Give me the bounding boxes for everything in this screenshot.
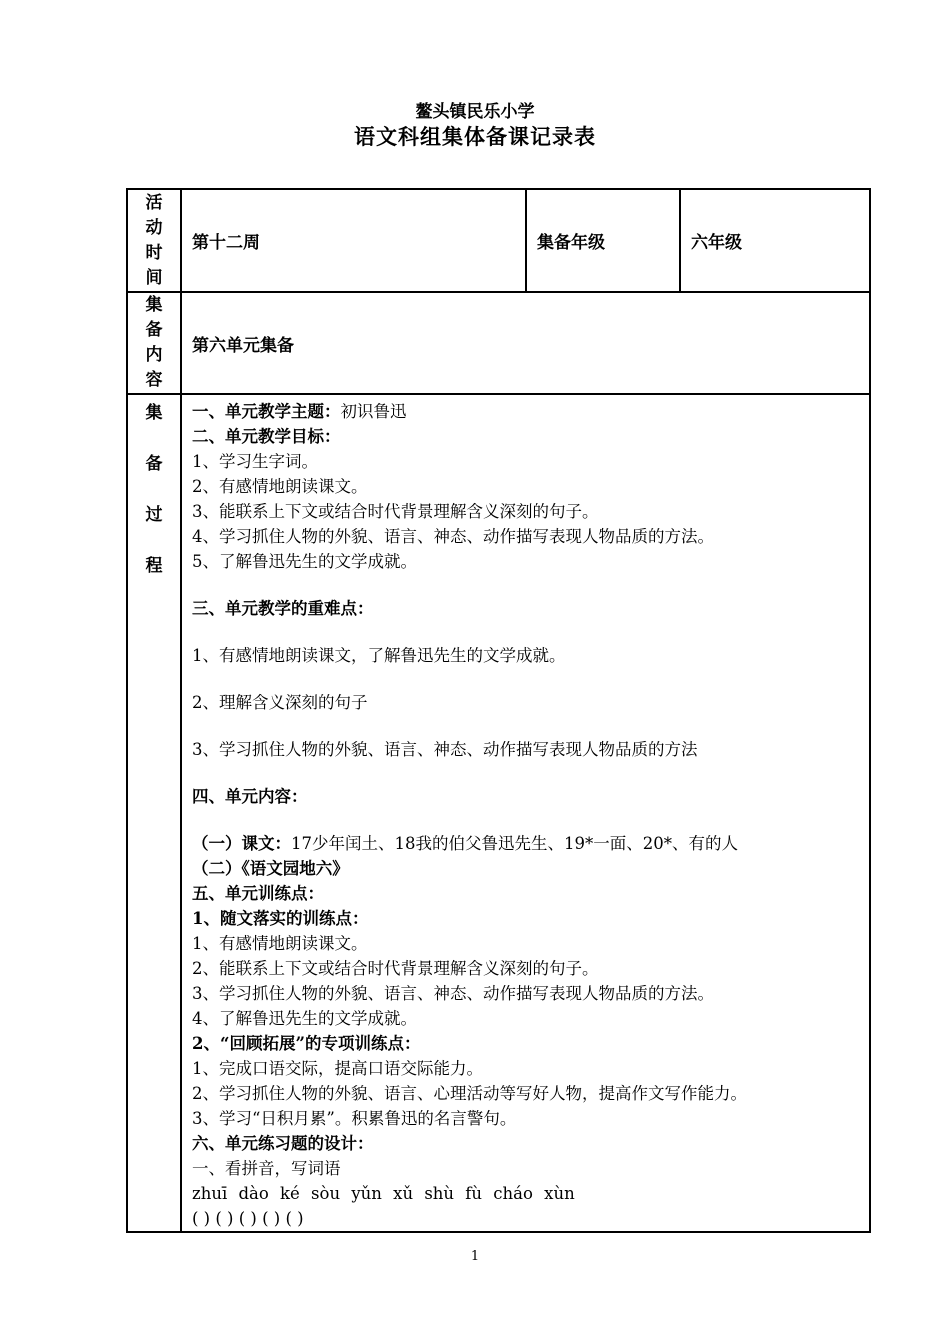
lesson-record-table xyxy=(126,188,871,1233)
process-line-text: 2、理解含义深刻的句子 xyxy=(192,693,368,712)
process-line xyxy=(192,881,869,906)
process-line-text: 四、单元内容： xyxy=(192,787,308,806)
process-line xyxy=(192,1006,869,1031)
label-char: 间 xyxy=(145,267,163,288)
process-line-text: 1、随文落实的训练点： xyxy=(192,909,369,928)
process-line-text: 六、单元练习题的设计： xyxy=(192,1134,374,1153)
process-line xyxy=(192,784,869,809)
activity-time-label xyxy=(127,189,181,292)
process-line-text: 1、学习生字词。 xyxy=(192,452,318,471)
process-line-text: 1、有感情地朗读课文。 xyxy=(192,934,368,953)
process-line-text: 二、单元教学目标： xyxy=(192,427,341,446)
process-line xyxy=(192,1156,869,1181)
process-line xyxy=(192,931,869,956)
process-line xyxy=(192,1106,869,1131)
process-line-text: 3、学习抓住人物的外貌、语言、神态、动作描写表现人物品质的方法。 xyxy=(192,984,714,1003)
process-content xyxy=(181,394,870,1232)
label-char: 活 xyxy=(145,192,163,213)
process-line-text: 2、“回顾拓展”的专项训练点： xyxy=(192,1034,421,1053)
process-line xyxy=(192,449,869,474)
process-line-text: 2、能联系上下文或结合时代背景理解含义深刻的句子。 xyxy=(192,959,599,978)
document-title: 语文科组集体备课记录表 xyxy=(354,124,596,149)
process-line-text: 1、完成口语交际，提高口语交际能力。 xyxy=(192,1059,483,1078)
activity-time-value: 第十二周 xyxy=(181,189,526,292)
blank-line xyxy=(192,574,869,596)
process-line-text: 1、有感情地朗读课文，了解鲁迅先生的文学成就。 xyxy=(192,646,566,665)
label-char: 容 xyxy=(145,370,163,390)
process-line-text: 5、了解鲁迅先生的文学成就。 xyxy=(192,552,417,571)
process-line-text: 3、学习“日积月累”。积累鲁迅的名言警句。 xyxy=(192,1109,517,1128)
process-line xyxy=(192,474,869,499)
process-line xyxy=(192,1031,869,1056)
process-line xyxy=(192,643,869,668)
blank-line xyxy=(192,668,869,690)
process-line xyxy=(192,1056,869,1081)
process-line xyxy=(192,549,869,574)
process-line-detail: 17少年闰土、18我的伯父鲁迅先生、19*一面、20*、有的人 xyxy=(291,834,738,853)
label-char: 集 xyxy=(145,403,163,423)
process-line xyxy=(192,1131,869,1156)
process-line-text: （二）《语文园地六》 xyxy=(192,859,349,878)
process-line-text: 2、学习抓住人物的外貌、语言、心理活动等写好人物，提高作文写作能力。 xyxy=(192,1084,747,1103)
process-line-text: 4、了解鲁迅先生的文学成就。 xyxy=(192,1009,417,1028)
process-line-detail: 初识鲁迅 xyxy=(340,402,407,421)
process-line xyxy=(192,596,869,621)
process-line xyxy=(192,981,869,1006)
grade-value: 六年级 xyxy=(680,189,870,292)
process-line-text: 五、单元训练点： xyxy=(192,884,324,903)
process-line-text: 一、单元教学主题： xyxy=(192,402,341,421)
process-line xyxy=(192,1206,869,1231)
content-label xyxy=(127,292,181,394)
process-line-text: 一、看拼音，写词语 xyxy=(192,1159,341,1178)
process-line xyxy=(192,856,869,881)
blank-line xyxy=(192,715,869,737)
label-char: 过 xyxy=(145,505,163,525)
process-line-text: 2、有感情地朗读课文。 xyxy=(192,477,368,496)
process-line-text: zhuī dào ké sòu yǔn xǔ shù fù cháo xùn xyxy=(192,1184,575,1203)
label-char: 备 xyxy=(145,320,163,340)
label-char: 备 xyxy=(145,454,163,474)
label-char: 集 xyxy=(145,295,163,315)
activity-time-row xyxy=(127,189,870,292)
process-row xyxy=(127,394,870,1232)
process-line xyxy=(192,956,869,981)
page-number: 1 xyxy=(470,1249,480,1264)
process-line xyxy=(192,690,869,715)
process-line xyxy=(192,906,869,931)
process-line-text: 3、学习抓住人物的外貌、语言、神态、动作描写表现人物品质的方法 xyxy=(192,740,698,759)
process-line-text: ( ) ( ) ( ) ( ) ( ) xyxy=(192,1209,304,1228)
process-line xyxy=(192,737,869,762)
process-line xyxy=(192,499,869,524)
blank-line xyxy=(192,762,869,784)
process-line xyxy=(192,399,869,424)
process-line xyxy=(192,524,869,549)
process-line xyxy=(192,831,869,856)
label-char: 内 xyxy=(145,345,163,365)
process-line xyxy=(192,1081,869,1106)
label-char: 动 xyxy=(145,217,163,238)
blank-line xyxy=(192,809,869,831)
label-char: 时 xyxy=(145,242,163,263)
process-line-text: 4、学习抓住人物的外貌、语言、神态、动作描写表现人物品质的方法。 xyxy=(192,527,714,546)
label-char: 程 xyxy=(145,556,163,576)
process-line xyxy=(192,1181,869,1206)
grade-label: 集备年级 xyxy=(526,189,680,292)
blank-line xyxy=(192,621,869,643)
process-line-text: 三、单元教学的重难点： xyxy=(192,599,374,618)
process-line-text: （一）课文： xyxy=(192,834,291,853)
process-label xyxy=(127,394,181,1232)
process-line-text: 3、能联系上下文或结合时代背景理解含义深刻的句子。 xyxy=(192,502,599,521)
process-line xyxy=(192,424,869,449)
content-value: 第六单元集备 xyxy=(181,292,870,394)
school-name: 鳌头镇民乐小学 xyxy=(415,102,535,122)
content-row xyxy=(127,292,870,394)
